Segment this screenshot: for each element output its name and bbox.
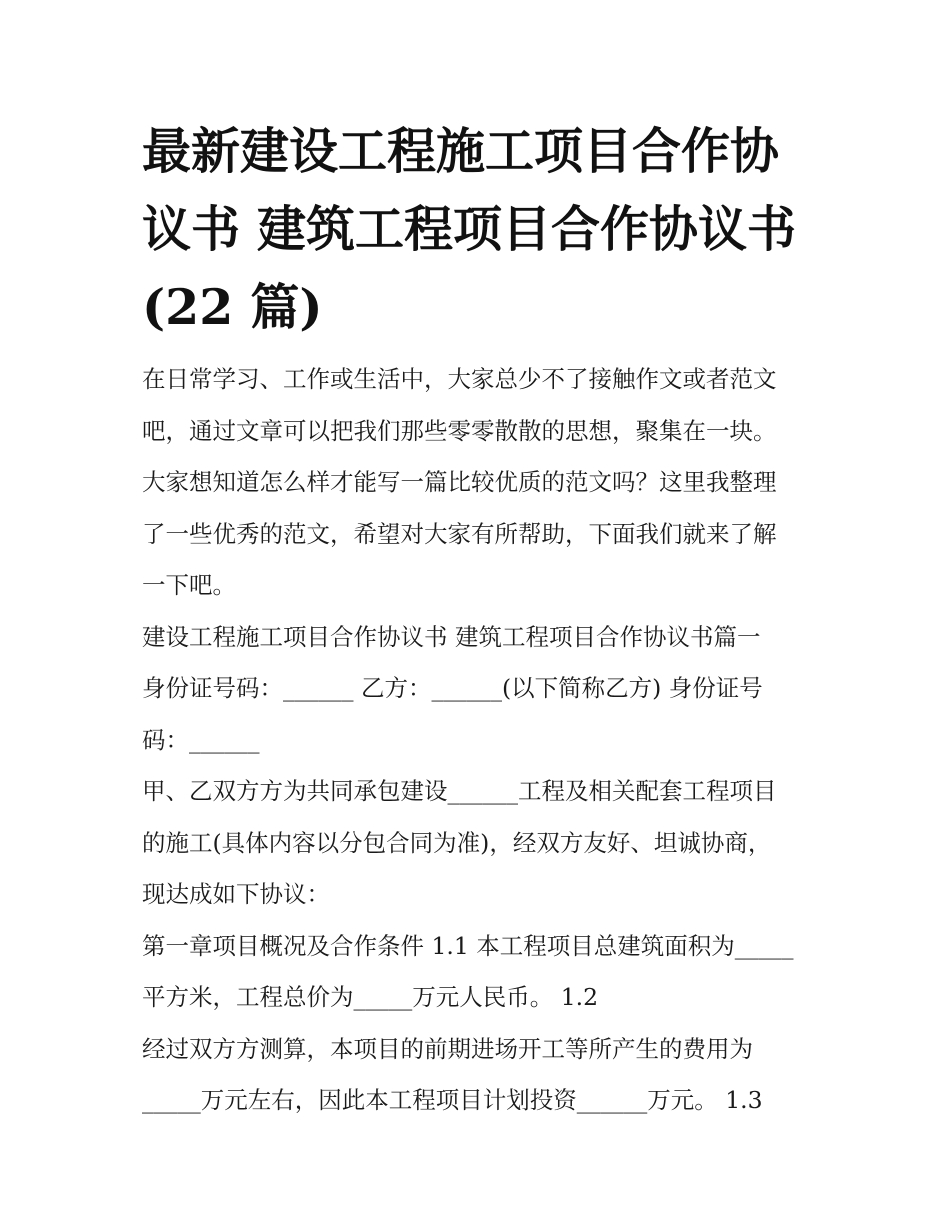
document-page [142, 112, 814, 1127]
id-number-paragraph: 身份证号码：______ 乙方：______(以下简称乙方) 身份证号 码：______ [142, 674, 763, 754]
intro-paragraph: 在日常学习、工作或生活中，大家总少不了接触作文或者范文 吧，通过文章可以把我们那些零零散散的思想，聚集在一块。 大家想知道怎么样才能写一篇比较优质的范文吗？这里我整理 了一些优秀的范文，希望对大家有所帮助，下面我们就来了解 一下吧。 [142, 365, 777, 599]
cost-paragraph: 经过双方方测算，本项目的前期进场开工等所产生的费用为 _____万元左右，因此本工程项目计划投资______万元。 1.3 [142, 1034, 763, 1114]
chapter-one-paragraph: 第一章项目概况及合作条件 1.1 本工程项目总建筑面积为_____ 平方米，工程总价为_____万元人民币。 1.2 [142, 931, 794, 1011]
agreement-paragraph: 甲、乙双方方为共同承包建设______工程及相关配套工程项目 的施工(具体内容以分包合同为准)，经双方友好、坦诚协商， 现达成如下协议： [142, 777, 777, 908]
document-title: 最新建设工程施工项目合作协 议书 建筑工程项目合作协议书 (22 篇) [142, 122, 797, 336]
section-heading: 建设工程施工项目合作协议书 建筑工程项目合作协议书篇一 [142, 622, 761, 651]
document-body [142, 354, 814, 1127]
